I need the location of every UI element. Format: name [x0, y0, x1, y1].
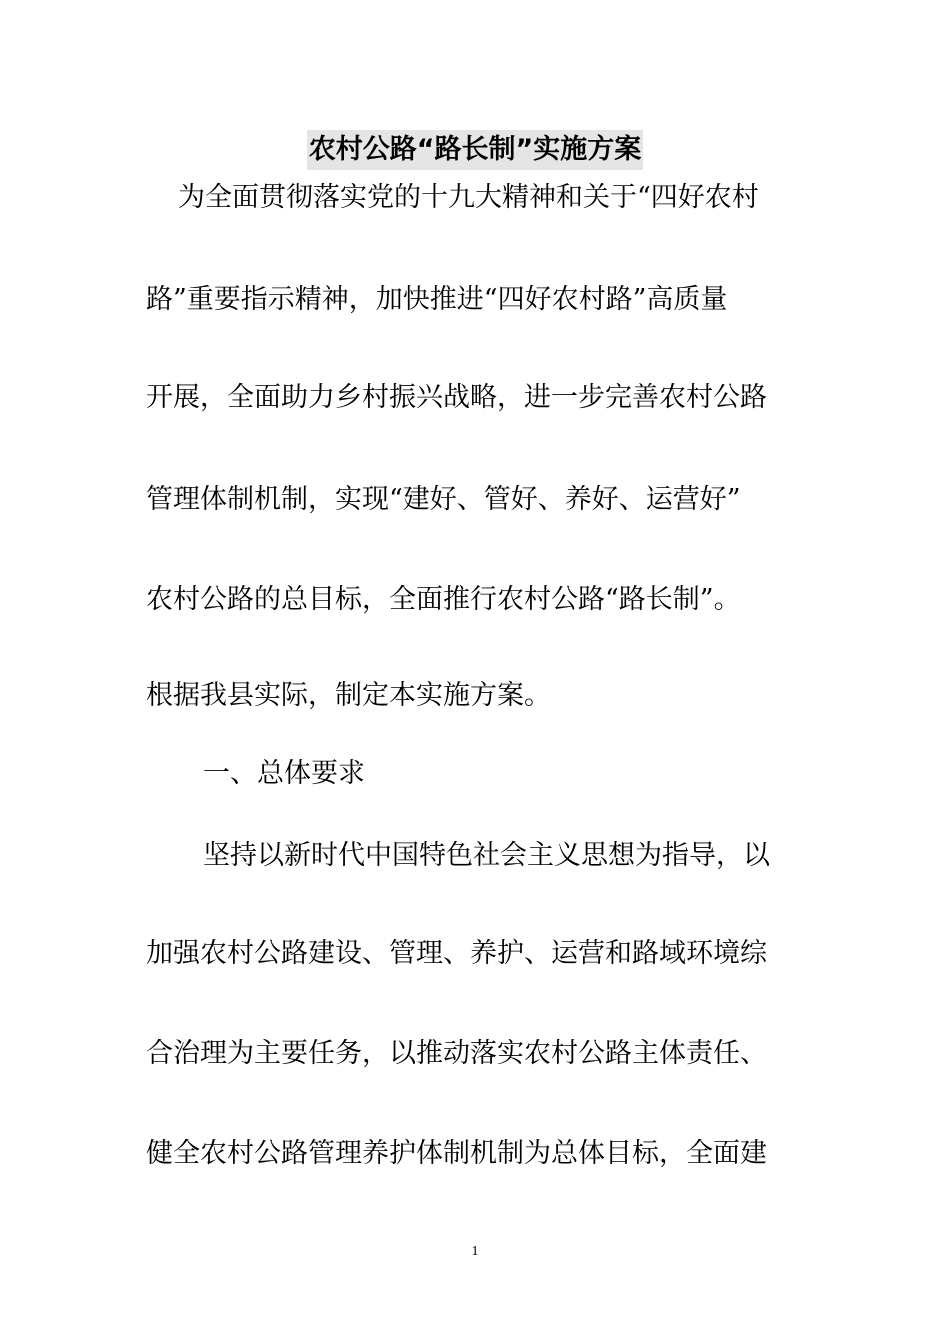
body-line-6: 根据我县实际，制定本实施方案。 — [146, 680, 551, 711]
body-line-2: 路”重要指示精神，加快推进“四好农村路”高质量 — [146, 284, 728, 315]
body-line-1: 为全面贯彻落实党的十九大精神和关于“四好农村 — [178, 182, 759, 213]
body-line-8: 坚持以新时代中国特色社会主义思想为指导，以 — [203, 840, 770, 871]
page-number: 1 — [471, 1244, 479, 1259]
section-heading: 一、总体要求 — [203, 758, 365, 789]
body-line-5: 农村公路的总目标，全面推行农村公路“路长制”。 — [146, 584, 741, 615]
title-container — [0, 130, 950, 170]
body-line-3: 开展，全面助力乡村振兴战略，进一步完善农村公路 — [146, 382, 767, 413]
body-line-11: 健全农村公路管理养护体制机制为总体目标，全面建 — [146, 1138, 767, 1169]
body-line-4: 管理体制机制，实现“建好、管好、养好、运营好” — [146, 484, 741, 515]
body-line-10: 合治理为主要任务，以推动落实农村公路主体责任、 — [146, 1038, 767, 1069]
document-title: 农村公路“路长制”实施方案 — [307, 130, 644, 170]
body-line-9: 加强农村公路建设、管理、养护、运营和路域环境综 — [146, 938, 767, 969]
